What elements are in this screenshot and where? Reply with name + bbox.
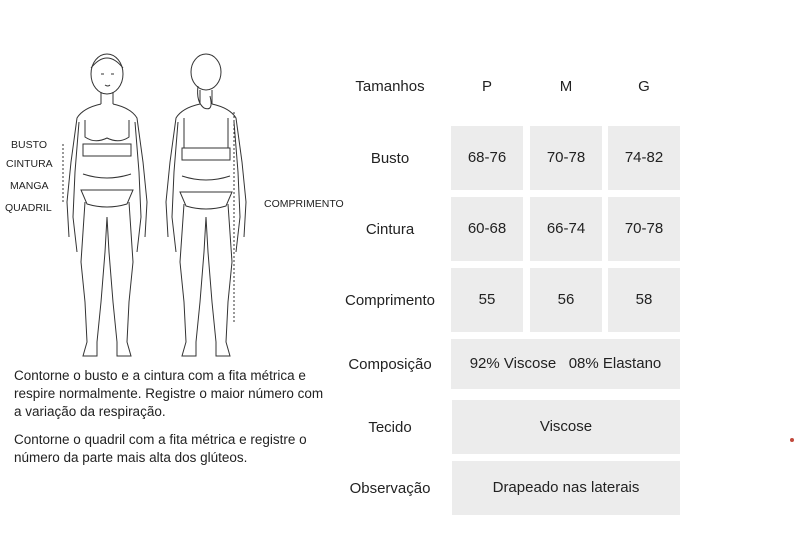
row-label-busto: Busto	[370, 150, 410, 167]
cell-composicao	[451, 339, 680, 389]
row-label-cintura: Cintura	[365, 221, 415, 238]
label-cintura: CINTURA	[6, 158, 53, 170]
label-manga: MANGA	[10, 180, 49, 192]
front-body-outline-icon	[63, 54, 147, 356]
cell-cintura-m: 66-74	[530, 197, 602, 261]
row-label-tecido: Tecido	[368, 419, 412, 436]
composition-elastano: 08% Elastano	[568, 355, 662, 372]
instruction-hip: Contorne o quadril com a fita métrica e registre o número da parte mais alta dos glúteos.	[14, 432, 307, 465]
cell-cintura-g: 70-78	[608, 197, 680, 261]
size-g-header: G	[638, 78, 650, 95]
cell-comprimento-g: 58	[608, 268, 680, 332]
row-label-comprimento: Comprimento	[344, 292, 436, 309]
accent-dot	[790, 438, 794, 442]
cell-comprimento-m: 56	[530, 268, 602, 332]
instruction-bust-waist: Contorne o busto e a cintura com a fita métrica e respire normalmente. Registre o maior número com a variação da respiração.	[14, 368, 324, 419]
size-p-header: P	[481, 78, 492, 95]
row-label-composicao: Composição	[348, 356, 432, 373]
composition-viscose: 92% Viscose	[469, 355, 557, 372]
cell-busto-m: 70-78	[530, 126, 602, 190]
cell-busto-g: 74-82	[608, 126, 680, 190]
label-quadril: QUADRIL	[5, 202, 52, 214]
cell-tecido: Viscose	[452, 400, 680, 454]
label-busto: BUSTO	[11, 139, 47, 151]
row-label-observacao: Observação	[349, 480, 431, 497]
cell-comprimento-p: 55	[451, 268, 523, 332]
size-m-header: M	[559, 78, 573, 95]
cell-observacao: Drapeado nas laterais	[452, 461, 680, 515]
back-body-outline-icon	[166, 54, 246, 356]
body-figures	[55, 52, 255, 362]
label-comprimento: COMPRIMENTO	[264, 198, 344, 210]
cell-cintura-p: 60-68	[451, 197, 523, 261]
cell-busto-p: 68-76	[451, 126, 523, 190]
table-header-label: Tamanhos	[355, 78, 425, 95]
